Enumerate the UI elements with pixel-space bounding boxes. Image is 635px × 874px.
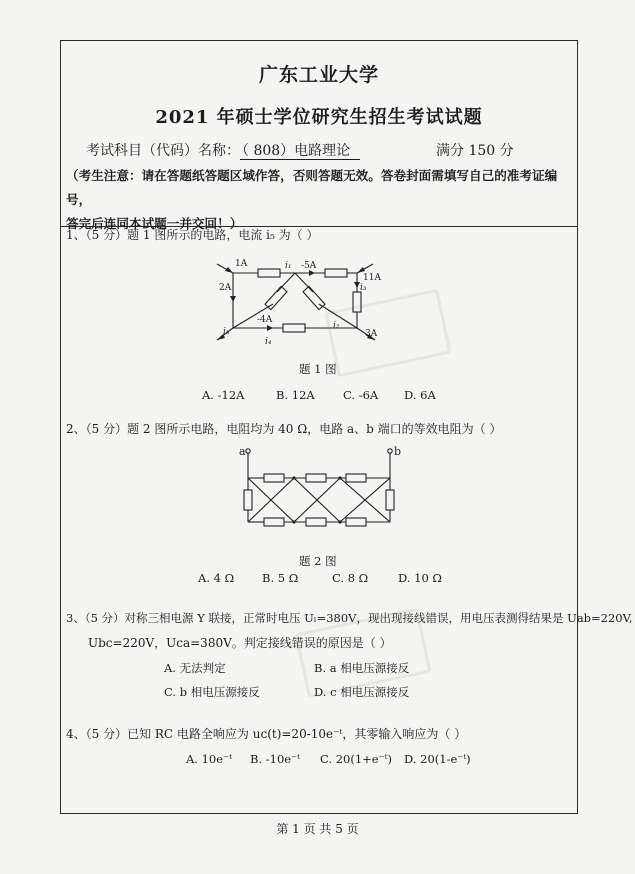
question-3-text-line1: 3、（5 分）对称三相电源 Y 联接，正常时电压 Uₗ=380V，现出现接线错误，用电压表测得结果是 Uab=220V, (66, 611, 633, 625)
resistor (306, 518, 326, 526)
figure-2-circuit (236, 442, 406, 534)
q4-option-c: C. 20(1+e⁻ᵗ) (320, 752, 392, 766)
q1-option-b: B. 12A (276, 388, 315, 402)
terminal-a-label: a (239, 445, 246, 458)
q3-option-a: A. 无法判定 (164, 661, 226, 675)
figure-1-caption: 题 1 图 (299, 362, 337, 376)
q2-option-d: D. 10 Ω (398, 571, 442, 585)
q1-option-a: A. -12A (202, 388, 245, 402)
figure-2-caption: 题 2 图 (299, 554, 337, 568)
question-4-text: 4、（5 分）已知 RC 电路全响应为 uᴄ(t)=20-10e⁻ᵗ，其零输入响应为（ ） (66, 727, 467, 741)
label-minus-4A: -4A (257, 315, 273, 325)
resistor (353, 292, 361, 312)
resistor (306, 474, 326, 482)
subject-row (86, 140, 360, 160)
q4-option-d: D. 20(1-e⁻ᵗ) (404, 752, 471, 766)
resistor (283, 324, 305, 332)
label-3A: 3A (365, 329, 378, 339)
question-2-text: 2、（5 分）题 2 图所示电路，电阻均为 40 Ω，电路 a、b 端口的等效电阻为（ ） (66, 422, 502, 436)
junction-dot (292, 520, 295, 523)
arrow-head (225, 267, 233, 273)
label-1A: 1A (235, 259, 248, 269)
label-11A: 11A (363, 273, 381, 283)
q1-option-c: C. -6A (343, 388, 379, 402)
q1-option-d: D. 6A (404, 388, 436, 402)
label-minus-5A: -5A (301, 261, 317, 271)
label-i4: i₄ (265, 337, 272, 347)
terminal-b-label: b (394, 445, 402, 458)
total-score: 满分 150 分 (436, 143, 514, 159)
subject-code: （ 808）电路理论 (240, 143, 360, 160)
wire (295, 273, 313, 292)
figure-1-circuit (215, 252, 395, 356)
resistor (325, 269, 347, 277)
page-number: 第 1 页 共 5 页 (276, 822, 359, 836)
resistor (264, 474, 284, 482)
resistor (346, 518, 366, 526)
q2-option-a: A. 4 Ω (198, 571, 235, 585)
resistor (258, 269, 280, 277)
junction-dot (338, 476, 341, 479)
school-title: 广东工业大学 (258, 64, 379, 86)
notice-line: （考生注意：请在答题纸答题区域作答，否则答题无效。答卷封面需填写自己的准考证编号， (66, 168, 558, 207)
resistor (346, 474, 366, 482)
q3-option-d: D. c 相电压源接反 (314, 685, 410, 699)
label-i5: i₅ (223, 327, 230, 337)
q3-option-c: C. b 相电压源接反 (164, 685, 260, 699)
arrow-head (267, 325, 273, 331)
exam-title: 2021 年硕士学位研究生招生考试试题 (155, 107, 483, 128)
label-2A: 2A (219, 283, 232, 293)
terminal-b (388, 449, 392, 453)
resistor (265, 286, 287, 309)
q4-option-a: A. 10e⁻ᵗ (186, 752, 232, 766)
question-1-text: 1、（5 分）题 1 图所示的电路，电流 i₅ 为（ ） (66, 228, 319, 242)
question-3-text-line2: Ubc=220V，Uca=380V。判定接线错误的原因是（ ） (88, 636, 392, 650)
q2-option-c: C. 8 Ω (332, 571, 369, 585)
arrow-head (230, 296, 236, 302)
resistor (386, 490, 394, 510)
label-i2: i₂ (333, 321, 340, 331)
label-i3: i₃ (360, 283, 367, 293)
terminal-a (246, 449, 250, 453)
resistor (244, 490, 252, 510)
q3-option-b: B. a 相电压源接反 (314, 661, 410, 675)
q4-option-b: B. -10e⁻ᵗ (250, 752, 300, 766)
junction-dot (338, 520, 341, 523)
q2-option-b: B. 5 Ω (262, 571, 299, 585)
junction-dot (292, 476, 295, 479)
label-i1: i₁ (285, 261, 292, 271)
notice-line: 答完后连同本试题一并交回！） (66, 216, 243, 231)
subject-label: 考试科目（代码）名称： (86, 143, 240, 159)
resistor (264, 518, 284, 526)
